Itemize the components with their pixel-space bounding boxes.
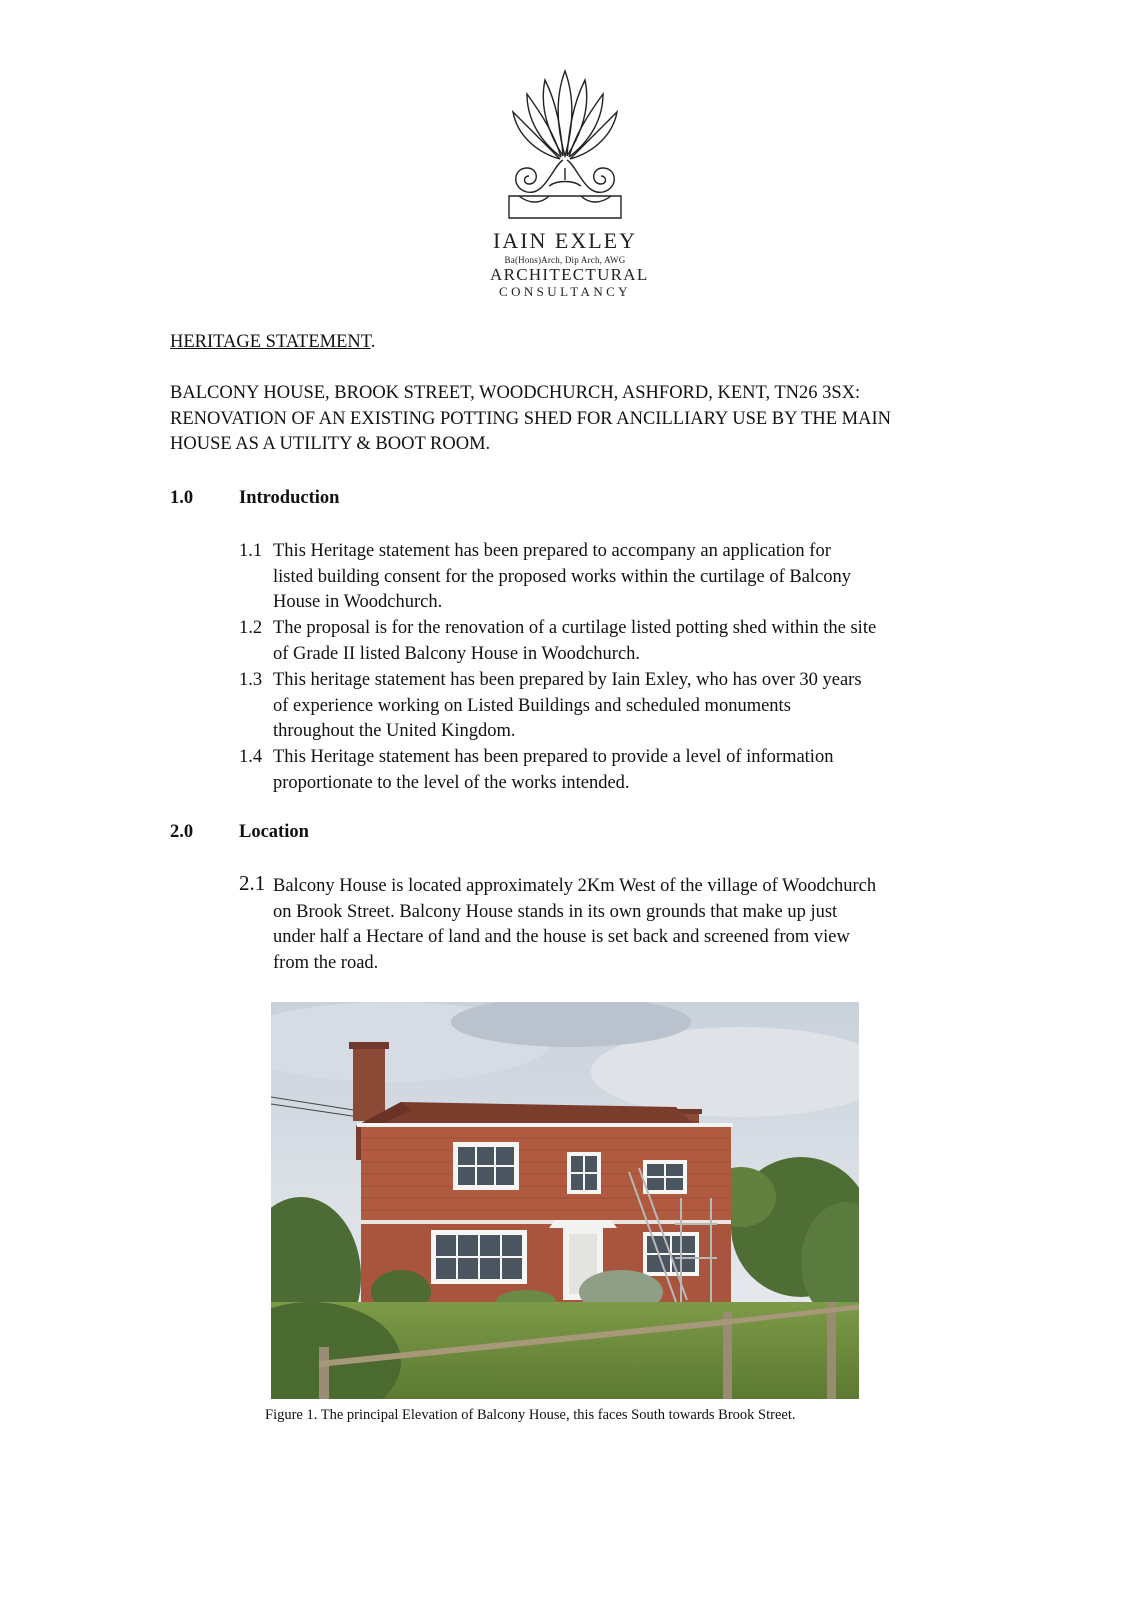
paragraph-line: Balcony House is located approximately 2Km West of the village of Woodchurch <box>273 876 877 896</box>
subject-line: BALCONY HOUSE, BROOK STREET, WOODCHURCH, ASHFORD, KENT, TN26 3SX: <box>170 383 861 403</box>
document-title <box>170 330 375 356</box>
logo-qualifications: Ba(Hons)Arch, Dip Arch, AWG <box>504 255 626 265</box>
paragraph-number: 1.3 <box>239 670 263 690</box>
document-subject <box>170 381 891 458</box>
paragraph-line: throughout the United Kingdom. <box>273 721 516 741</box>
logo-name: IAIN EXLEY <box>492 228 638 253</box>
paragraph-line: This Heritage statement has been prepared to accompany an application for <box>273 541 831 561</box>
section-number: 2.0 <box>170 822 194 842</box>
paragraph-number: 2.1 <box>239 871 266 895</box>
logo-consultancy: CONSULTANCY <box>499 284 631 299</box>
figure-caption: Figure 1. The principal Elevation of Balcony House, this faces South towards Brook Street. <box>265 1407 796 1423</box>
paragraph-line: The proposal is for the renovation of a curtilage listed potting shed within the site <box>273 618 877 638</box>
section-heading-introduction: Introduction <box>239 488 340 508</box>
company-logo <box>490 68 649 299</box>
paragraph-line: This Heritage statement has been prepared to provide a level of information <box>273 747 834 767</box>
section-number: 1.0 <box>170 488 194 508</box>
document-title-text: HERITAGE STATEMENT <box>170 332 371 352</box>
paragraph-number: 1.2 <box>239 618 263 638</box>
paragraph-line: House in Woodchurch. <box>273 592 443 612</box>
subject-line: HOUSE AS A UTILITY & BOOT ROOM. <box>170 434 491 454</box>
document-title-punct: . <box>370 332 376 352</box>
paragraph-line: This heritage statement has been prepared by Iain Exley, who has over 30 years <box>273 670 862 690</box>
paragraph-line: of experience working on Listed Buildings and scheduled monuments <box>273 695 791 716</box>
paragraph-number: 1.1 <box>239 541 263 561</box>
balcony-house-photo <box>271 1002 859 1399</box>
paragraph-line: listed building consent for the proposed works within the curtilage of Balcony <box>273 566 852 587</box>
logo-architectural: ARCHITECTURAL <box>490 265 649 284</box>
paragraph-line: of Grade II listed Balcony House in Woodchurch. <box>273 643 641 664</box>
paragraph-line: from the road. <box>273 952 379 973</box>
paragraph-line: proportionate to the level of the works intended. <box>273 772 630 793</box>
paragraph-number: 1.4 <box>239 747 263 767</box>
anthemion-logo-icon <box>505 68 625 228</box>
paragraph-line: under half a Hectare of land and the house is set back and screened from view <box>273 927 850 947</box>
paragraph-line: on Brook Street. Balcony House stands in its own grounds that make up just <box>273 901 838 922</box>
section-heading-location: Location <box>239 822 309 842</box>
subject-line: RENOVATION OF AN EXISTING POTTING SHED FOR ANCILLIARY USE BY THE MAIN <box>170 408 892 429</box>
